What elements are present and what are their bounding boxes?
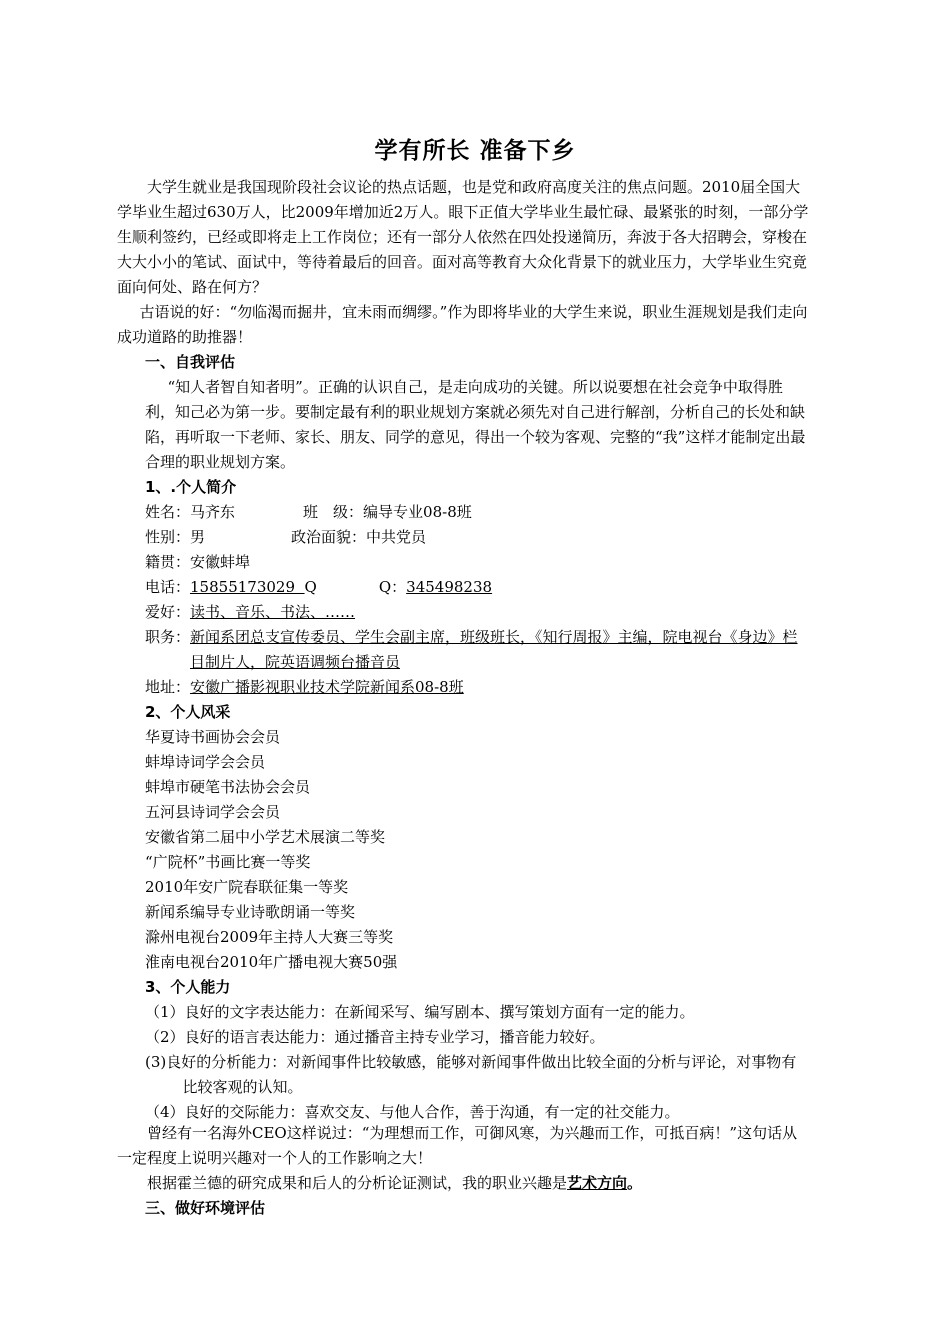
- self-assessment-section: [145, 350, 810, 1125]
- hobby-label: 爱好：: [145, 603, 191, 621]
- section-heading-environment: 三、做好环境评估: [145, 1199, 266, 1217]
- section-heading-self-assessment: 一、自我评估: [145, 353, 236, 371]
- hobby-value: 读书、音乐、书法、……: [190, 603, 356, 621]
- interest-paragraph: [117, 1171, 809, 1196]
- honor-item: “广院杯”书画比赛一等奖: [145, 853, 311, 871]
- name-value: 马齐东: [190, 503, 236, 521]
- honor-item: 滁州电视台2009年主持人大赛三等奖: [145, 928, 394, 946]
- honor-item: 蚌埠诗词学会会员: [145, 753, 266, 771]
- gender-label: 性别：: [145, 528, 191, 546]
- abilities-heading: 3、个人能力: [145, 978, 231, 996]
- profile-position-row: [145, 625, 810, 675]
- self-assessment-text: “知人者智自知者明”。正确的认识自己，是走向成功的关键。所以说要想在社会竞争中取得胜利，知己必为第一步。要制定最有利的职业规划方案就必须先对自己进行解剖，分析自己的长处和缺陷，再听取一下老师、家长、朋友、同学的意见，得出一个较为客观、完整的“我”这样才能制定出最合理的职业规划方案。: [145, 378, 806, 471]
- profile-origin-row: [145, 550, 810, 575]
- honors-heading: 2、个人风采: [145, 703, 231, 721]
- ability-item: （4）良好的交际能力：喜欢交友、与他人合作，善于沟通，有一定的社交能力。: [145, 1103, 680, 1121]
- honor-item: 五河县诗词学会会员: [145, 803, 281, 821]
- honor-item: 蚌埠市硬笔书法协会会员: [145, 778, 311, 796]
- position-value: 新闻系团总支宣传委员、学生会副主席，班级班长，《知行周报》主编，院电视台《身边》栏目制片人，院英语调频台播音员: [190, 628, 798, 671]
- qq-value: 345498238: [406, 578, 493, 596]
- position-label: 职务：: [145, 628, 191, 646]
- ability-item: (3)良好的分析能力：对新闻事件比较敏感，能够对新闻事件做出比较全面的分析与评论，对事物有比较客观的认知。: [145, 1053, 797, 1096]
- interest-suffix: 。: [627, 1174, 643, 1192]
- class-label: 班 级：: [303, 503, 364, 521]
- ability-item: （1）良好的文字表达能力：在新闻采写、编写剧本、撰写策划方面有一定的能力。: [145, 1003, 695, 1021]
- political-value: 中共党员: [366, 528, 427, 546]
- origin-label: 籍贯：: [145, 553, 191, 571]
- intro-paragraph-2: 古语说的好：“勿临渴而掘井，宜未雨而绸缪。”作为即将毕业的大学生来说，职业生涯规划是我们走向成功道路的助推器！: [117, 303, 808, 346]
- interest-value: 艺术方向: [567, 1174, 628, 1192]
- intro-paragraph-1: 大学生就业是我国现阶段社会议论的热点话题，也是党和政府高度关注的焦点问题。2010届全国大学毕业生超过630万人，比2009年增加近2万人。眼下正值大学毕业生最忙碌、最紧张的时刻，一部分学生顺利签约，已经或即将走上工作岗位；还有一部分人依然在四处投递简历，奔波于各大招聘会，穿梭在大大小小的笔试、面试中，等待着最后的回音。面对高等教育大众化背景下的就业压力，大学毕业生究竟面向何处、路在何方？: [117, 178, 809, 296]
- honor-item: 2010年安广院春联征集一等奖: [145, 878, 349, 896]
- profile-name-row: [145, 500, 810, 525]
- intro-block: [117, 175, 809, 350]
- qq-label: Q：: [378, 578, 407, 596]
- address-label: 地址：: [145, 678, 191, 696]
- phone-label: 电话：: [145, 578, 191, 596]
- honor-item: 安徽省第二届中小学艺术展演二等奖: [145, 828, 386, 846]
- profile-phone-row: [145, 575, 810, 600]
- origin-value: 安徽蚌埠: [190, 553, 251, 571]
- qq-label-q: Q: [304, 578, 317, 596]
- ceo-quote: 曾经有一名海外CEO这样说过：“为理想而工作，可御风寒，为兴趣而工作，可抵百病！”这句话从一定程度上说明兴趣对一个人的工作影响之大！: [117, 1124, 798, 1167]
- profile-gender-row: [145, 525, 810, 550]
- interest-prefix: 根据霍兰德的研究成果和后人的分析论证测试，我的职业兴趣是: [147, 1174, 568, 1192]
- page-title: 学有所长 准备下乡: [374, 138, 576, 164]
- political-label: 政治面貌：: [291, 528, 367, 546]
- environment-section: [145, 1196, 810, 1221]
- name-label: 姓名：: [145, 503, 191, 521]
- closing-block: [117, 1121, 809, 1196]
- honor-item: 华夏诗书画协会会员: [145, 728, 281, 746]
- ability-item: （2）良好的语言表达能力：通过播音主持专业学习，播音能力较好。: [145, 1028, 605, 1046]
- phone-value: 15855173029: [190, 578, 295, 596]
- gender-value: 男: [190, 528, 206, 546]
- profile-hobby-row: [145, 600, 810, 625]
- class-value: 编导专业08-8班: [363, 503, 472, 521]
- profile-heading: 1、.个人简介: [145, 478, 237, 496]
- address-value: 安徽广播影视职业技术学院新闻系08-8班: [190, 678, 464, 696]
- honor-item: 新闻系编导专业诗歌朗诵一等奖: [145, 903, 356, 921]
- honor-item: 淮南电视台2010年广播电视大赛50强: [145, 953, 398, 971]
- profile-address-row: [145, 675, 810, 700]
